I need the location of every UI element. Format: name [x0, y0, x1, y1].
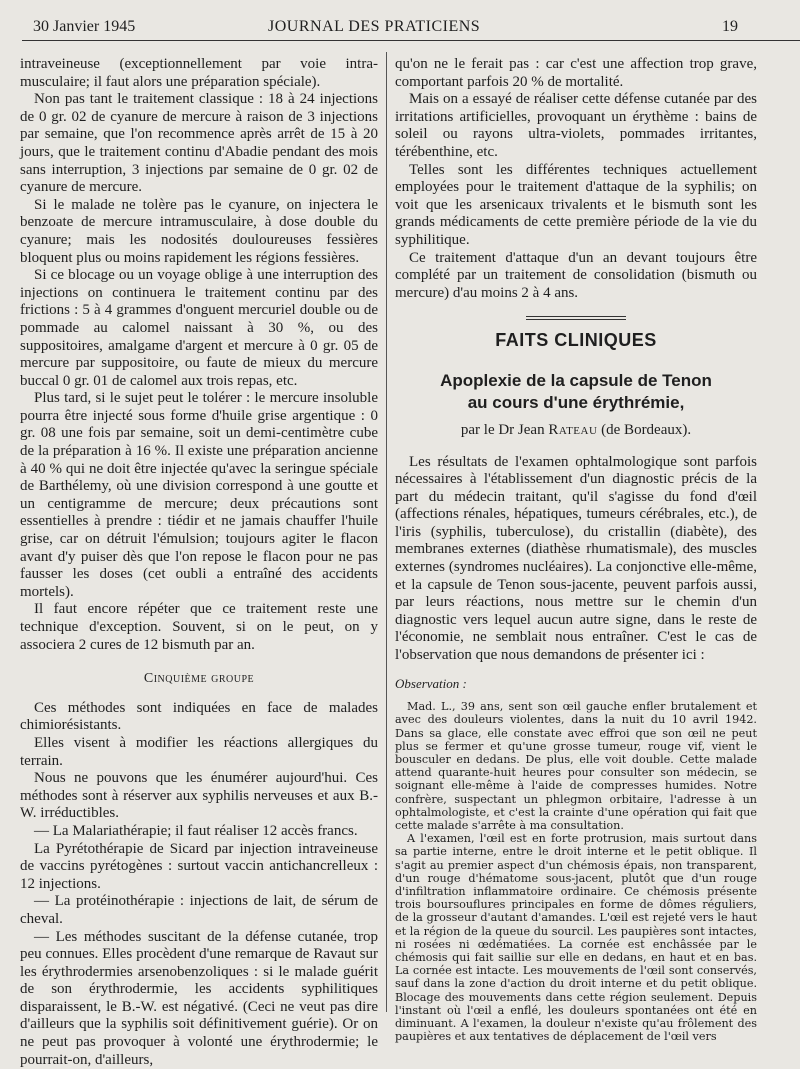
article-title-line: Apoplexie de la capsule de Tenon: [440, 370, 712, 390]
left-column: [20, 56, 378, 1069]
paragraph: Mad. L., 39 ans, sent son œil gauche enfler brutalement et avec des douleurs violentes, dans la nuit du 10 avril 1942. Dans sa glace, elle constate avec effroi que son œil ne peut plus se fermer et qu'une grosse tumeur, rouge vif, vient le bousculer en dedans. De plus, elle voit double. Cette malade attend quarante-huit heures pour consulter son médecin, se soignant elle-même à l'aide de compresses humides. Notre confrère, suspectant un phlegmon orbitaire, l'adresse à un ophtalmologiste, et c'est la crainte d'une opération qui fait que cette malade s'arrête à ma consultation.: [395, 700, 757, 833]
page-header: [0, 10, 800, 40]
paragraph: Telles sont les différentes techniques actuellement employées pour le traitement d'attaque de la syphilis; on voit que les arsenicaux trivalents et le bismuth sont les grands médicaments de cette première période de la vie du syphilitique.: [395, 161, 757, 248]
journal-title: JOURNAL DES PRATICIENS: [268, 18, 481, 35]
paragraph: Si le malade ne tolère pas le cyanure, on injectera le benzoate de mercure intramusculaire, à dose double du cyanure; mais les nodosités douloureuses fessières bloquent plus ou moins rapidement les régions fessières.: [20, 196, 378, 266]
paragraph: Non pas tant le traitement classique : 18 à 24 injections de 0 gr. 02 de cyanure de mercure à raison de 3 injections par semaine, que l'on recommence après arrêt de 15 à 20 jours, que le traitement continu d'Abadie pendant des mois sans interruption, 3 injections par semaine de 0 gr. 02 de cyanure de mercure.: [20, 91, 378, 196]
article-title: [395, 370, 757, 414]
paragraph: Elles visent à modifier les réactions allergiques du terrain.: [20, 734, 378, 769]
paragraph: Ces méthodes sont indiquées en face de malades chimiorésistants.: [20, 699, 378, 734]
paragraph: Mais on a essayé de réaliser cette défense cutanée par des irritations artificielles, provoquant un érythème : bains de soleil ou rayons ultra-violets, pommades irritantes, térébenthine, etc.: [395, 91, 757, 160]
author-name: Rateau: [548, 421, 598, 438]
observation-text: [395, 700, 757, 1043]
column-divider: [386, 52, 387, 1012]
section-separator: [526, 316, 626, 320]
group-heading: Cinquième groupe: [143, 671, 255, 687]
right-column: [395, 56, 757, 1044]
header-rule: [22, 40, 800, 41]
article-title-line: au cours d'une érythrémie,: [467, 392, 685, 412]
paragraph: — Les méthodes suscitant de la défense cutanée, trop peu connues. Elles procèdent d'une remarque de Ravaut sur les érythrodermies arsenobenzoliques : si le malade guérit de son érythrodermie, les accidents syphilitiques disparaissent, le B.-W. est négativé. (Ceci ne veut pas dire d'ailleurs que la syphilis soit définitivement guérie). Or on ne peut pas provoquer à volonté une érythrodermie; le pourrait-on, d'ailleurs,: [20, 928, 378, 1068]
paragraph: Si ce blocage ou un voyage oblige à une interruption des injections on continuera le traitement continu par des frictions : 5 à 4 grammes d'onguent mercuriel double ou de pommade au calomel naissant à 30 %, ou des suppositoires, amalgame d'argent et mercure à 0 gr. 05 de mercure par suppositoire, ou faute de mieux du mercure buccal 0 gr. 01 de calomel aux trois repas, etc.: [20, 267, 378, 389]
paragraph: qu'on ne le ferait pas : car c'est une affection trop grave, comportant parfois 20 % de mortalité.: [395, 56, 757, 90]
paragraph: Ce traitement d'attaque d'un an devant toujours être complété par un traitement de consolidation (bismuth ou mercure) d'au moins 2 à 4 ans.: [395, 249, 757, 301]
byline-prefix: par le Dr Jean: [460, 421, 545, 438]
byline-suffix: (de Bordeaux).: [601, 421, 692, 438]
paragraph: Plus tard, si le sujet peut le tolérer : le mercure insoluble pourra être injecté sous forme d'huile grise argentique : 0 gr. 08 une fois par semaine, soit un demi-centimètre cube de la préparation à 16 %. Il existe une préparation ancienne à 40 % qui ne doit être injectée qu'avec la seringue spéciale de Barthélemy, où une division correspond à une goutte et un centigramme de mercure; deux précautions sont essentielles à prendre : tiédir et ne jamais chauffer l'huile grise, car on détruit l'émulsion; toujours agiter le flacon avant d'y puiser dès que l'on repose le flacon pour ne pas fausser les doses (cet oubli a entraîné des accidents mortels).: [20, 390, 378, 600]
page-number: 19: [722, 18, 738, 35]
byline: [395, 422, 757, 440]
paragraph: Nous ne pouvons que les énumérer aujourd'hui. Ces méthodes sont à réserver aux syphilis nerveuses et aux B.-W. irréductibles.: [20, 770, 378, 822]
observation-label: Observation :: [395, 675, 467, 691]
paragraph: A l'examen, l'œil est en forte protrusion, mais surtout dans sa partie interne, entre le droit interne et le petit oblique. Il s'agit au premier aspect d'un chémosis épais, non transparent, d'un rouge d'hématome sous-jacent, plutôt que d'un rouge d'infiltration inflammatoire ordinaire. Ce chémosis présente trois boursouflures principales en forme de dômes réguliers, de la grosseur d'autant d'amandes. L'œil est rejeté vers le haut et la région de la queue du sourcil. Les paupières sont intactes, ni rosées ni œdématiées. La cornée est enchâssée par le chémosis qui fait saillie sur elle en dedans, en haut et en bas. La cornée est intacte. Les mouvements de l'œil sont conservés, sauf dans la zone d'action du droit interne et du petit oblique. Blocage des mouvements dans cette région seulement. Depuis l'instant où l'œil a enflé, les douleurs spontanées ont été en diminuant. A l'examen, la douleur n'existe qu'au frôlement des paupières et aux tentatives de déplacement de l'œil vers: [395, 832, 757, 1044]
paragraph: Il faut encore répéter que ce traitement reste une technique d'exception. Souvent, si on le peut, on y associera 2 cures de 12 bismuth par an.: [20, 601, 378, 653]
paragraph: intraveineuse (exceptionnellement par voie intra-musculaire; il faut alors une préparation spéciale).: [20, 56, 378, 90]
issue-date: 30 Janvier 1945: [33, 18, 136, 35]
section-title: FAITS CLINIQUES: [495, 330, 657, 351]
paragraph: — La protéinothérapie : injections de lait, de sérum de cheval.: [20, 893, 378, 927]
paragraph: Les résultats de l'examen ophtalmologique sont parfois nécessaires à l'établissement d'un diagnostic précis de la part du médecin traitant, qu'il s'agisse du fond d'œil (affections rénales, hépatiques, tumeurs cérébrales, etc.), de l'iris (syphilis, tuberculose), du cristallin (diabète), des membranes externes (diathèse rhumatismale), des muscles externes (syndromes nucléaires). La conjonctive elle-même, et la capsule de Tenon sous-jacente, peuvent parfois aussi, par leurs réactions, nous mettre sur le chemin d'un diagnostic vers lequel aucun autre signe, dans le reste de l'économie, ne semblait nous entraîner. C'est le cas de l'observation que nous demandons de présenter ici :: [395, 453, 757, 664]
paragraph: — La Malariathérapie; il faut réaliser 12 accès francs.: [34, 822, 358, 839]
paragraph: La Pyrétothérapie de Sicard par injection intraveineuse de vaccins pyrétogènes : surtout vaccin antichancrelleux : 12 injections.: [20, 840, 378, 892]
